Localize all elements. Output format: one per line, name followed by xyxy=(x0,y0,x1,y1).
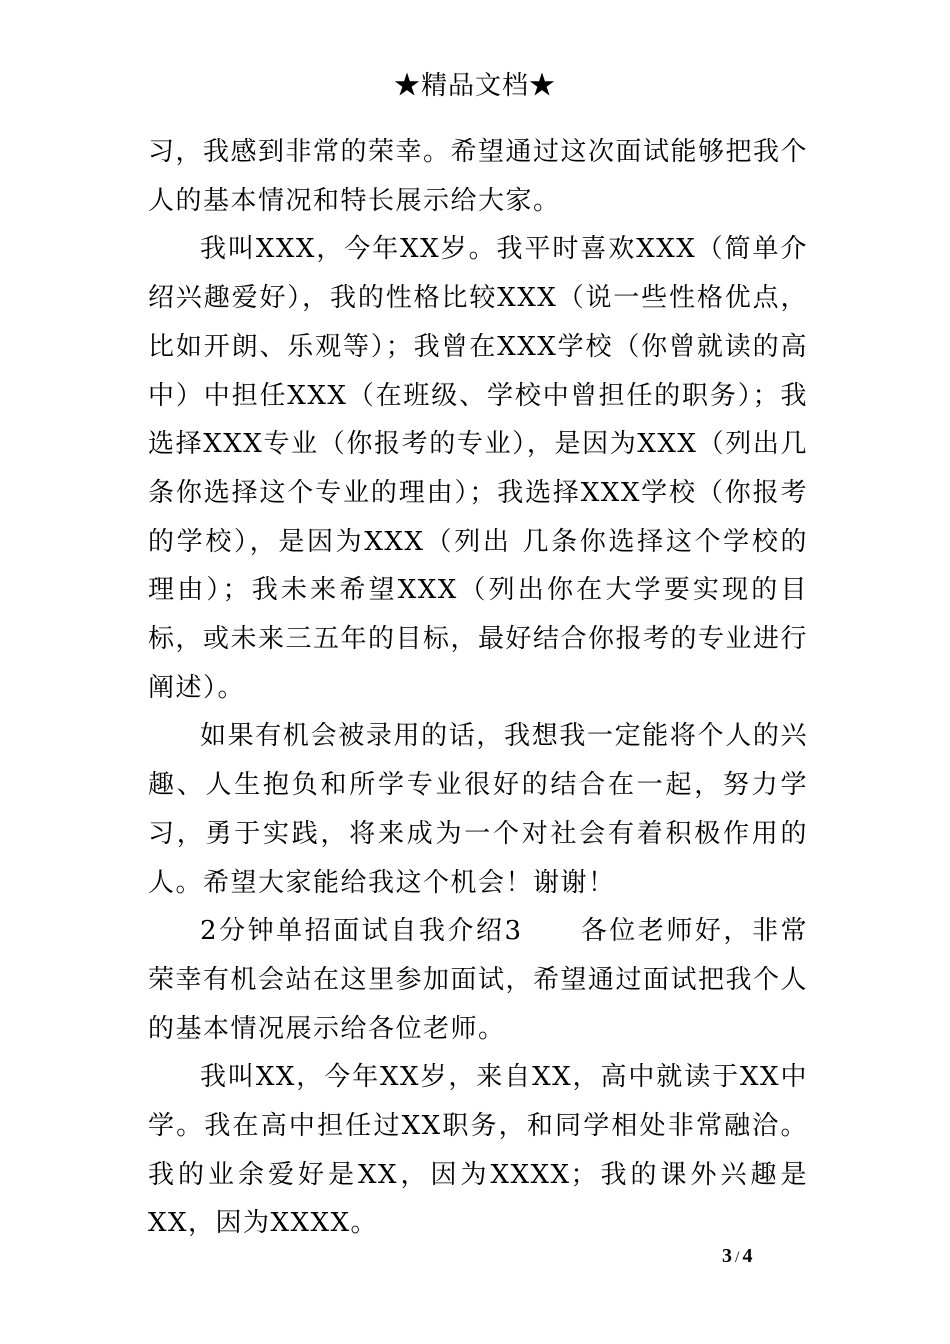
page-number-separator: / xyxy=(735,1249,740,1266)
paragraph-1: 习，我感到非常的荣幸。希望通过这次面试能够把我个人的基本情况和特长展示给大家。 xyxy=(148,137,809,216)
current-page-number: 3 xyxy=(722,1245,732,1267)
page-number xyxy=(722,1244,802,1270)
document-body xyxy=(148,128,808,1248)
total-page-count: 4 xyxy=(742,1245,753,1267)
paragraph-2: 我叫XXX，今年XX岁。我平时喜欢XXX（简单介绍兴趣爱好），我的性格比较XXX（说一些性格优点，比如开朗、乐观等）；我曾在XXX学校（你曾就读的高中）中担任XXX（在班级、学校中曾担任的职务）；我选择XXX专业（你报考的专业），是因为XXX（列出几条你选择这个专业的理由）；我选择XXX学校（你报考的学校），是因为XXX（列出 几条你选择这个学校的理由）；我未来希望XXX（列出你在大学要实现的目标，或未来三五年的目标，最好结合你报考的专业进行阐述）。 xyxy=(148,234,809,703)
paragraph-3: 如果有机会被录用的话，我想我一定能将个人的兴趣、人生抱负和所学专业很好的结合在一起，努力学习，勇于实践，将来成为一个对社会有着积极作用的人。希望大家能给我这个机会！谢谢！ xyxy=(148,721,808,898)
paragraph-5: 我叫XX，今年XX岁，来自XX，高中就读于XX中学。我在高中担任过XX职务，和同学相处非常融洽。我的业余爱好是XX，因为XXXX；我的课外兴趣是XX，因为XXXX。 xyxy=(148,1062,808,1239)
paragraph-4: 2分钟单招面试自我介绍3 各位老师好，非常荣幸有机会站在这里参加面试，希望通过面试把我个人的基本情况展示给各位老师。 xyxy=(148,916,809,1044)
page-header-title: ★精品文档★ xyxy=(393,71,556,101)
